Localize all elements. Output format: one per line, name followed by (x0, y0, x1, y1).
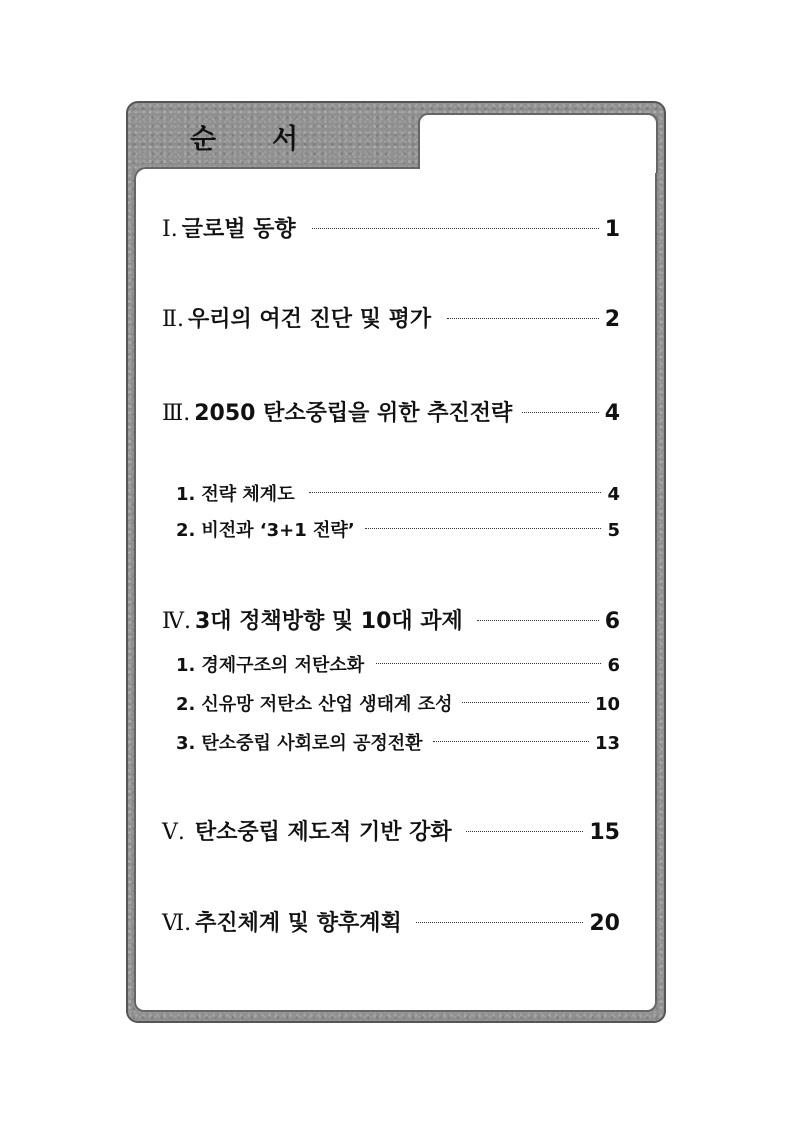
toc-entry-page: 2 (604, 307, 620, 332)
toc-subentry-4-1[interactable] (176, 651, 620, 677)
toc-subentry-3-1[interactable] (176, 480, 620, 506)
toc-entry-page: 5 (607, 520, 620, 541)
toc-entry-number: 1. (176, 484, 196, 505)
toc-leader-dots (522, 412, 598, 413)
toc-entry-label: 글로벌 동향 (181, 217, 296, 242)
toc-entry-label: 2050 탄소중립을 위한 추진전략 (194, 401, 513, 426)
toc-entry-page: 1 (604, 217, 620, 242)
toc-subentry-4-3[interactable] (176, 729, 620, 755)
toc-entry-label: 전략 체계도 (201, 484, 295, 505)
toc-entry-1[interactable] (162, 212, 620, 243)
toc-entry-5[interactable] (162, 815, 620, 846)
toc-entry-number: Ⅵ. (162, 911, 192, 936)
toc-entry-label: 비전과 ‘3+1 전략’ (201, 520, 355, 541)
toc-entry-number: Ⅱ. (162, 307, 184, 332)
toc-entry-page: 6 (604, 609, 620, 634)
toc-entry-2[interactable] (162, 302, 620, 333)
toc-title (190, 116, 320, 156)
toc-entry-page: 4 (607, 484, 620, 505)
toc-entry-number: 2. (176, 520, 196, 541)
toc-entry-label: 신유망 저탄소 산업 생태계 조성 (201, 694, 453, 715)
toc-leader-dots (477, 620, 599, 621)
toc-leader-dots (447, 318, 599, 319)
toc-leader-dots (433, 741, 589, 742)
toc-entry-page: 20 (589, 911, 620, 936)
toc-entry-page: 10 (594, 694, 620, 715)
toc-entry-number: Ⅴ. (162, 820, 185, 845)
toc-entry-page: 6 (607, 655, 620, 676)
toc-leader-dots (309, 492, 602, 493)
toc-entry-number: 3. (176, 733, 196, 754)
toc-entry-page: 4 (604, 401, 620, 426)
toc-entry-number: 1. (176, 655, 196, 676)
toc-entry-6[interactable] (162, 906, 620, 937)
toc-entry-number: Ⅳ. (162, 609, 191, 634)
toc-title-char-1: 순 (190, 123, 217, 155)
panel-join (420, 165, 656, 173)
toc-entry-4[interactable] (162, 604, 620, 635)
toc-leader-dots (365, 528, 602, 529)
toc-leader-dots (416, 922, 584, 923)
toc-entry-label: 탄소중립 제도적 기반 강화 (194, 820, 452, 845)
toc-entry-number: 2. (176, 694, 196, 715)
toc-entry-page: 15 (589, 820, 620, 845)
tab-notch (418, 113, 658, 173)
toc-entry-label: 추진체계 및 향후계획 (195, 911, 402, 936)
toc-leader-dots (376, 663, 601, 664)
toc-entry-label: 경제구조의 저탄소화 (201, 655, 365, 676)
toc-leader-dots (466, 831, 584, 832)
toc-title-char-2: 서 (272, 123, 299, 155)
toc-entry-page: 13 (594, 733, 620, 754)
toc-subentry-4-2[interactable] (176, 690, 620, 716)
toc-entry-label: 탄소중립 사회로의 공정전환 (201, 733, 423, 754)
toc-entry-3[interactable] (162, 396, 620, 427)
toc-leader-dots (312, 228, 599, 229)
toc-entry-number: Ⅲ. (162, 401, 191, 426)
toc-subentry-3-2[interactable] (176, 516, 620, 542)
toc-leader-dots (462, 702, 588, 703)
toc-entry-number: Ⅰ. (162, 217, 178, 242)
toc-entry-label: 우리의 여건 진단 및 평가 (187, 307, 432, 332)
toc-panel (134, 167, 657, 1012)
toc-entry-label: 3대 정책방향 및 10대 과제 (194, 609, 463, 634)
